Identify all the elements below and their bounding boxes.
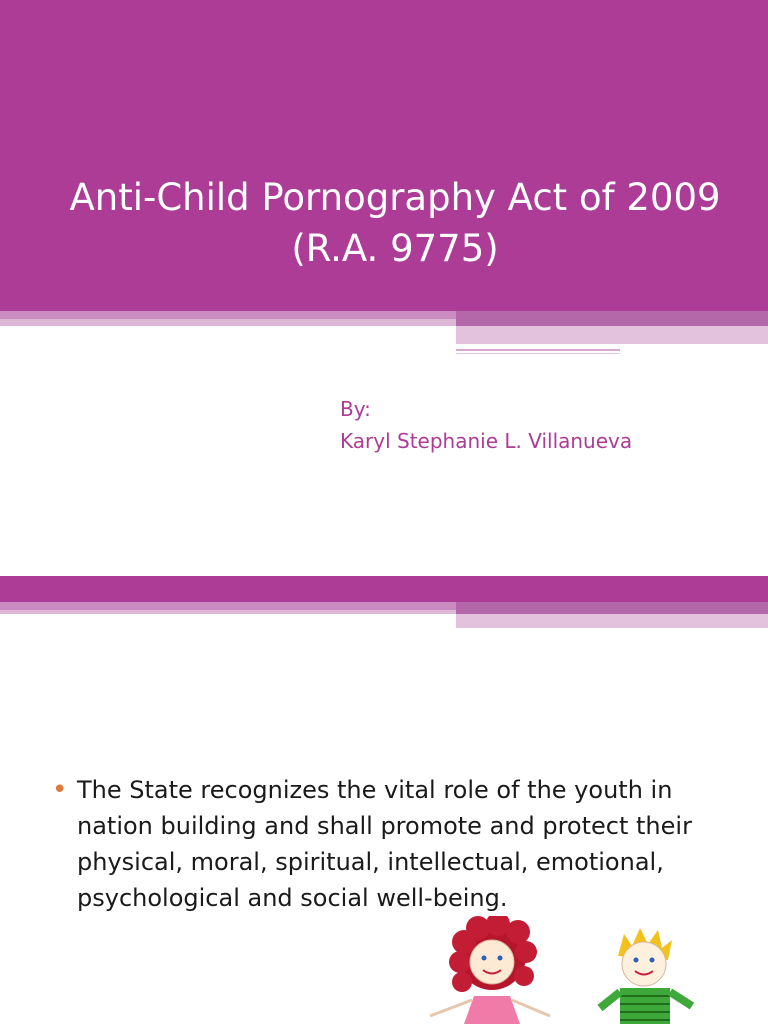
title-line: (R.A. 9775) <box>291 227 499 270</box>
boy-figure-icon <box>600 928 692 1024</box>
accent-stripe <box>456 326 768 344</box>
accent-stripe <box>456 311 768 326</box>
accent-stripe <box>456 602 768 614</box>
author-byline <box>340 393 632 457</box>
girl-figure-icon <box>430 916 550 1024</box>
slide-title <box>40 172 750 274</box>
bullet-marker: • <box>52 775 68 805</box>
author-name: Karyl Stephanie L. Villanueva <box>340 429 633 453</box>
accent-stripe <box>456 614 768 628</box>
accent-stripe <box>0 576 768 602</box>
title-line: Anti-Child Pornography Act of 2009 <box>69 176 721 219</box>
byline-label: By: <box>340 397 371 421</box>
accent-stripe <box>456 353 620 354</box>
content-slide <box>0 576 768 1024</box>
children-drawing-icon <box>420 916 720 1024</box>
accent-stripe <box>456 349 620 351</box>
bullet-text: The State recognizes the vital role of the youth in nation building and shall promote and protect their physical, moral, spiritual, intellectual, emotional, psychological and social well-being. <box>77 776 692 912</box>
